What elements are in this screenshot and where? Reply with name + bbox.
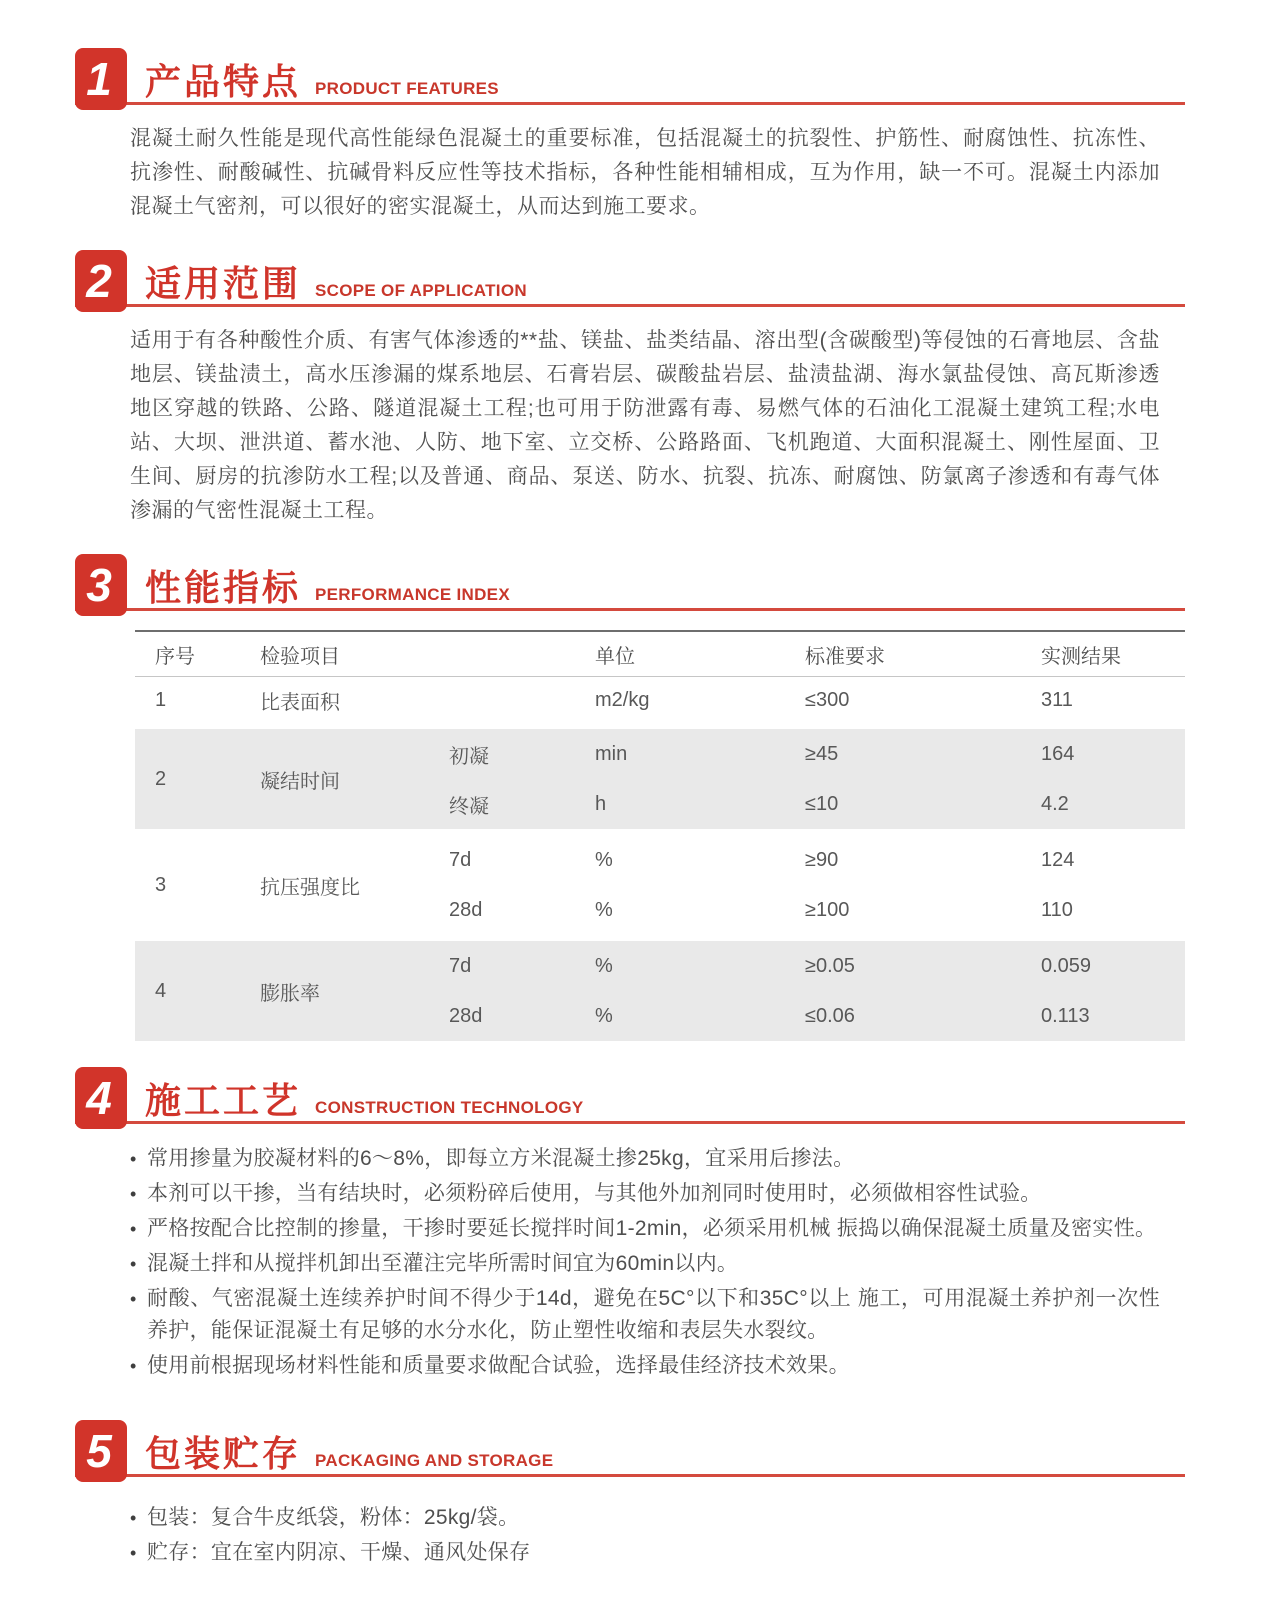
sub-rows (429, 677, 1185, 723)
table-row (135, 835, 1185, 935)
header-cell-item: 检验项目 (260, 645, 340, 668)
bullet-item (130, 1502, 1160, 1534)
performance-table (135, 630, 1185, 1041)
cell-no: 2 (155, 767, 167, 790)
bullet-dot-icon (130, 1248, 147, 1280)
cell-unit: min (595, 742, 628, 765)
section-subtitle: PRODUCT FEATURES (315, 79, 499, 98)
cell-result: 110 (1041, 898, 1073, 921)
section-subtitle: PERFORMANCE INDEX (315, 585, 510, 604)
section-underline (75, 1121, 1185, 1124)
cell-sub: 初凝 (449, 745, 489, 768)
bullet-item (130, 1213, 1160, 1245)
cell-sub: 7d (449, 954, 472, 977)
cell-requirement: ≤300 (805, 688, 850, 711)
sub-row (429, 885, 1185, 935)
cell-result: 0.113 (1041, 1004, 1090, 1027)
section-paragraph: 适用于有各种酸性介质、有害气体渗透的**盐、镁盐、盐类结晶、溶出型(含碳酸型)等侵蚀的石膏地层、含盐地层、镁盐渍土，高水压渗漏的煤系地层、石膏岩层、碳酸盐岩层、盐渍盐湖、海水氯盐侵蚀、高瓦斯渗透地区穿越的铁路、公路、隧道混凝土工程;也可用于防泄露有毒、易燃气体的石油化工混凝土建筑工程;水电站、大坝、泄洪道、蓄水池、人防、地下室、立交桥、公路路面、飞机跑道、大面积混凝土、刚性屋面、卫生间、厨房的抗渗防水工程;以及普通、商品、泵送、防水、抗裂、抗冻、耐腐蚀、防氯离子渗透和有毒气体渗漏的气密性混凝土工程。 (130, 329, 1160, 522)
bullet-item (130, 1350, 1160, 1382)
bullet-dot-icon (130, 1143, 147, 1175)
section-performance-index (75, 552, 1185, 1041)
table-header-row (135, 632, 1185, 677)
section-construction-technology (75, 1065, 1185, 1382)
cell-unit: % (595, 848, 613, 871)
cell-sub: 7d (449, 848, 472, 871)
cell-no: 3 (155, 873, 167, 896)
section-header (75, 46, 1185, 110)
sub-row (429, 991, 1185, 1041)
section-scope-of-application (75, 248, 1185, 528)
cell-item: 膨胀率 (260, 982, 320, 1005)
sub-rows (429, 941, 1185, 1041)
cell-result: 0.059 (1041, 954, 1092, 977)
section-subtitle: CONSTRUCTION TECHNOLOGY (315, 1098, 584, 1117)
table-row (135, 677, 1185, 723)
bullet-text: 常用掺量为胶凝材料的6～8%，即每立方米混凝土掺25kg，宜采用后掺法。 (147, 1147, 855, 1170)
bullet-list (130, 1502, 1160, 1569)
header-cell-result: 实测结果 (1041, 645, 1121, 668)
bullet-text: 使用前根据现场材料性能和质量要求做配合试验，选择最佳经济技术效果。 (147, 1354, 850, 1377)
cell-requirement: ≥45 (805, 742, 839, 765)
section-number-badge: 5 (75, 1420, 127, 1482)
section-header (75, 1418, 1185, 1482)
section-subtitle: SCOPE OF APPLICATION (315, 281, 527, 300)
cell-requirement: ≥90 (805, 848, 839, 871)
bullet-dot-icon (130, 1178, 147, 1210)
cell-requirement: ≥100 (805, 898, 850, 921)
cell-requirement: ≤10 (805, 792, 839, 815)
cell-item: 比表面积 (260, 691, 340, 714)
bullet-item (130, 1283, 1160, 1347)
sub-rows (429, 729, 1185, 829)
cell-item: 凝结时间 (260, 770, 340, 793)
section-underline (75, 608, 1185, 611)
header-cell-no: 序号 (155, 645, 195, 668)
cell-sub: 终凝 (449, 795, 489, 818)
cell-unit: % (595, 898, 613, 921)
cell-no: 1 (155, 688, 167, 711)
cell-requirement: ≤0.06 (805, 1004, 855, 1027)
section-product-features (75, 46, 1185, 224)
cell-unit: % (595, 1004, 613, 1027)
cell-item: 抗压强度比 (260, 876, 360, 899)
cell-result: 311 (1041, 688, 1073, 711)
section-title: 性能指标 (145, 567, 302, 608)
section-titles (145, 61, 499, 102)
bullet-dot-icon (130, 1213, 147, 1245)
section-header (75, 248, 1185, 312)
cell-result: 124 (1041, 848, 1075, 871)
section-titles (145, 1433, 554, 1474)
bullet-dot-icon (130, 1283, 147, 1315)
section-titles (145, 263, 527, 304)
section-underline (75, 304, 1185, 307)
bullet-dot-icon (130, 1350, 147, 1382)
bullet-text: 混凝土拌和从搅拌机卸出至灌注完毕所需时间宜为60min以内。 (147, 1252, 739, 1275)
section-titles (145, 567, 510, 608)
section-number-badge: 1 (75, 48, 127, 110)
bullet-item (130, 1178, 1160, 1210)
bullet-text: 本剂可以干掺，当有结块时，必须粉碎后使用，与其他外加剂同时使用时，必须做相容性试验。 (147, 1182, 1042, 1205)
section-title: 施工工艺 (145, 1080, 302, 1121)
cell-requirement: ≥0.05 (805, 954, 855, 977)
header-cell-unit: 单位 (595, 645, 635, 668)
section-title: 适用范围 (145, 263, 302, 304)
bullet-text: 耐酸、气密混凝土连续养护时间不得少于14d，避免在5C°以下和35C°以上 施工，可用混凝土养护剂一次性养护，能保证混凝土有足够的水分水化，防止塑性收缩和表层失水裂纹。 (147, 1287, 1160, 1342)
sub-row (429, 835, 1185, 885)
cell-unit: m2/kg (595, 688, 650, 711)
section-title: 产品特点 (145, 61, 302, 102)
bullet-item (130, 1248, 1160, 1280)
section-underline (75, 1474, 1185, 1477)
header-cell-requirement: 标准要求 (805, 645, 885, 668)
cell-sub: 28d (449, 1004, 483, 1027)
section-packaging-storage (75, 1418, 1185, 1569)
bullet-dot-icon (130, 1502, 147, 1534)
bullet-text: 包装：复合牛皮纸袋，粉体：25kg/袋。 (147, 1506, 520, 1529)
section-number-badge: 2 (75, 250, 127, 312)
bullet-text: 贮存：宜在室内阴凉、干燥、通风处保存 (147, 1541, 531, 1564)
bullet-text: 严格按配合比控制的掺量，干掺时要延长搅拌时间1-2min，必须采用机械 振捣以确保混凝土质量及密实性。 (147, 1217, 1157, 1240)
cell-result: 4.2 (1041, 792, 1069, 815)
table-row (135, 729, 1185, 829)
sub-row (429, 779, 1185, 829)
sub-row (429, 729, 1185, 779)
sub-row (429, 941, 1185, 991)
section-header (75, 1065, 1185, 1129)
section-subtitle: PACKAGING AND STORAGE (315, 1451, 554, 1470)
table-row (135, 941, 1185, 1041)
cell-no: 4 (155, 979, 167, 1002)
bullet-dot-icon (130, 1537, 147, 1569)
section-header (75, 552, 1185, 616)
cell-unit: % (595, 954, 613, 977)
cell-unit: h (595, 792, 607, 815)
bullet-list (130, 1143, 1160, 1382)
cell-sub: 28d (449, 898, 483, 921)
section-title: 包装贮存 (145, 1433, 302, 1474)
section-number-badge: 4 (75, 1067, 127, 1129)
cell-result: 164 (1041, 742, 1075, 765)
section-underline (75, 102, 1185, 105)
section-titles (145, 1080, 584, 1121)
sub-rows (429, 835, 1185, 935)
sub-row (429, 677, 1185, 723)
section-paragraph: 混凝土耐久性能是现代高性能绿色混凝土的重要标准，包括混凝土的抗裂性、护筋性、耐腐蚀性、抗冻性、抗渗性、耐酸碱性、抗碱骨料反应性等技术指标，各种性能相辅相成，互为作用，缺一不可。混凝土内添加混凝土气密剂，可以很好的密实混凝土，从而达到施工要求。 (130, 127, 1160, 218)
bullet-item (130, 1143, 1160, 1175)
section-number-badge: 3 (75, 554, 127, 616)
bullet-item (130, 1537, 1160, 1569)
